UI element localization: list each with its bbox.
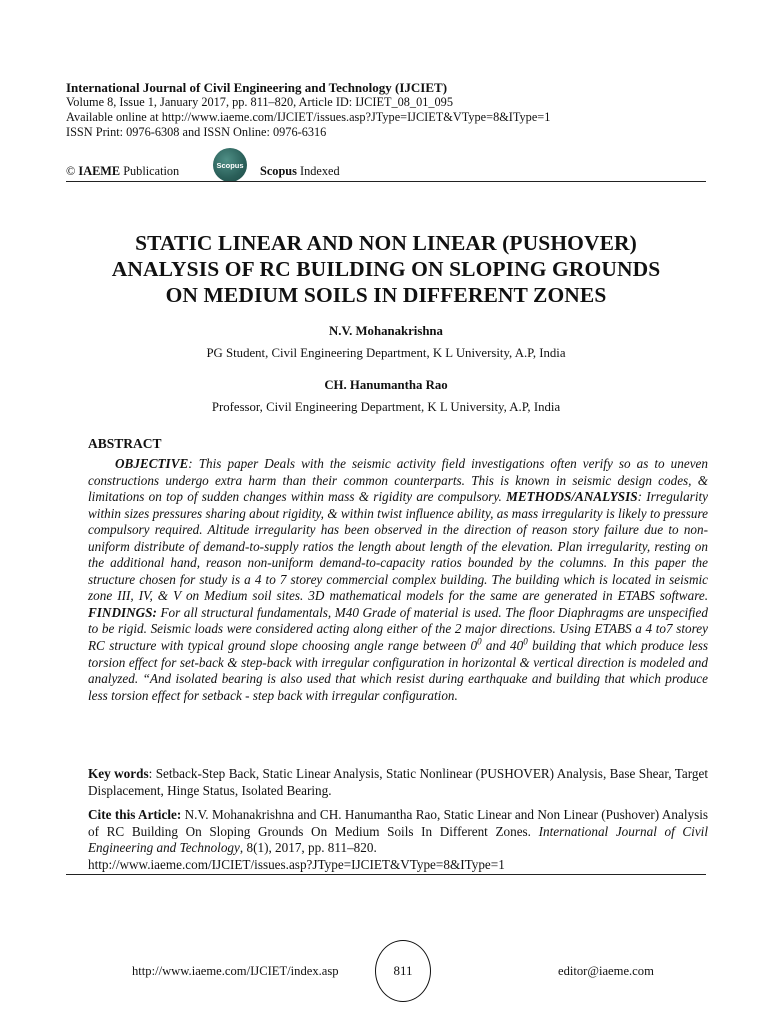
- keywords-label: Key words: [88, 766, 149, 781]
- author-2-name: CH. Hanumantha Rao: [324, 378, 448, 392]
- footer-url-link[interactable]: http://www.iaeme.com/IJCIET/index.asp: [132, 964, 339, 978]
- page-number: 811: [393, 963, 413, 978]
- cite-divider: [66, 874, 706, 875]
- findings-label: FINDINGS:: [88, 604, 157, 620]
- header-divider: [66, 181, 706, 182]
- publisher-row: [66, 148, 706, 182]
- journal-header: [66, 80, 706, 140]
- scopus-logo-text: Scopus: [216, 160, 244, 170]
- title-line-1: STATIC LINEAR AND NON LINEAR (PUSHOVER): [135, 231, 637, 255]
- author-2-affiliation: Professor, Civil Engineering Department, K L University, A.P, India: [211, 400, 561, 414]
- findings-text-c: building that which produce less torsion effect for set-back & step-back with irregular configuration in horizontal & vertical direction is modeled and analyzed. “And isolated bearing is also used that which resist during earthquake and building that which produce less torsion effect for setback - step back with irregular configuration.: [88, 638, 709, 703]
- publisher-name: IAEME: [78, 164, 121, 178]
- journal-name: International Journal of Civil Engineering and Technology (IJCIET): [66, 80, 448, 95]
- author-1-name: N.V. Mohanakrishna: [329, 324, 443, 338]
- paper-title: [40, 230, 732, 308]
- footer-email-link[interactable]: editor@iaeme.com: [558, 964, 654, 978]
- volume-info: Volume 8, Issue 1, January 2017, pp. 811–820, Article ID: IJCIET_08_01_095: [66, 95, 453, 109]
- cite-url-link[interactable]: http://www.iaeme.com/IJCIET/issues.asp?JType=IJCIET&VType=8&IType=1: [88, 856, 505, 872]
- scopus-logo-icon: [213, 148, 247, 182]
- copyright-symbol: ©: [66, 164, 76, 178]
- page-number-badge: [375, 940, 431, 1002]
- scopus-indexed: [260, 164, 340, 179]
- scopus-label: Scopus: [260, 164, 297, 178]
- degree-sup-1: 0: [477, 636, 482, 647]
- author-1-affiliation: PG Student, Civil Engineering Department, K L University, A.P, India: [206, 346, 566, 360]
- abstract-heading: ABSTRACT: [88, 436, 162, 451]
- abstract-body: [88, 456, 708, 704]
- keywords: [88, 766, 708, 799]
- available-online: Available online at http://www.iaeme.com/IJCIET/issues.asp?JType=IJCIET&VType=8&IType=1: [66, 110, 551, 124]
- cite-label: Cite this Article:: [88, 807, 182, 822]
- methods-label: METHODS/ANALYSIS: [506, 489, 638, 505]
- indexed-label: Indexed: [300, 164, 340, 178]
- title-line-3: ON MEDIUM SOILS IN DIFFERENT ZONES: [165, 283, 607, 307]
- findings-text-a: For all structural fundamentals, M40 Grade of material is used. The floor Diaphragms are unspecified to be rigid. Seismic loads were considered acting along either of the 2 major directions. Using ETABS a 4 to7 storey RC structure with typical ground slope choosing angle range between 0: [88, 604, 708, 654]
- objective-text: : This paper Deals with the seismic activity field investigations often verify so as to uneven constructions undergo extra harm than their common counterparts. This is known in seismic design codes, & limitations on top of sudden changes within mass & rigidity are compulsory.: [88, 456, 708, 505]
- cite-journal: International Journal of Civil Engineering and Technology: [88, 823, 708, 855]
- issn-info: ISSN Print: 0976-6308 and ISSN Online: 0976-6316: [66, 125, 327, 139]
- publication-label: Publication: [123, 164, 180, 178]
- methods-text: : Irregularity within sizes pressures sharing about rigidity, & within twist influence ability, as mass irregularity is likely to pressure compulsory required. Altitude irregularity has been observed in the direction of reason story failure due to non-uniform distribute of demand-to-supply ratios the length about length of the elevation. Plan irregularity, resting on the additional hand, reason non-uniform demand-to-capacity ratios bounded by the columns. In this paper the structure chosen for study is a 4 to 7 storey commercial complex building. The building which is located in seismic zone III, IV, & V on Medium soil sites. 3D mathematical models for the same are generated in ETABS software.: [88, 489, 708, 604]
- title-line-2: ANALYSIS OF RC BUILDING ON SLOPING GROUNDS: [111, 257, 661, 281]
- keywords-text: : Setback-Step Back, Static Linear Analysis, Static Nonlinear (PUSHOVER) Analysis, Base Shear, Target Displacement, Hinge Status, Isolated Bearing.: [88, 766, 708, 798]
- cite-text-a: N.V. Mohanakrishna and CH. Hanumantha Rao, Static Linear and Non Linear (Pushover) Analysis of RC Building On Sloping Grounds On Medium Soils In Different Zones.: [88, 807, 709, 839]
- cite-this-article: [88, 807, 708, 873]
- cite-text-b: , 8(1), 2017, pp. 811–820.: [239, 840, 377, 855]
- objective-label: OBJECTIVE: [115, 456, 189, 471]
- publisher-credit: [66, 164, 179, 179]
- degree-sup-2: 0: [523, 636, 528, 647]
- findings-text-b: and 40: [481, 638, 524, 654]
